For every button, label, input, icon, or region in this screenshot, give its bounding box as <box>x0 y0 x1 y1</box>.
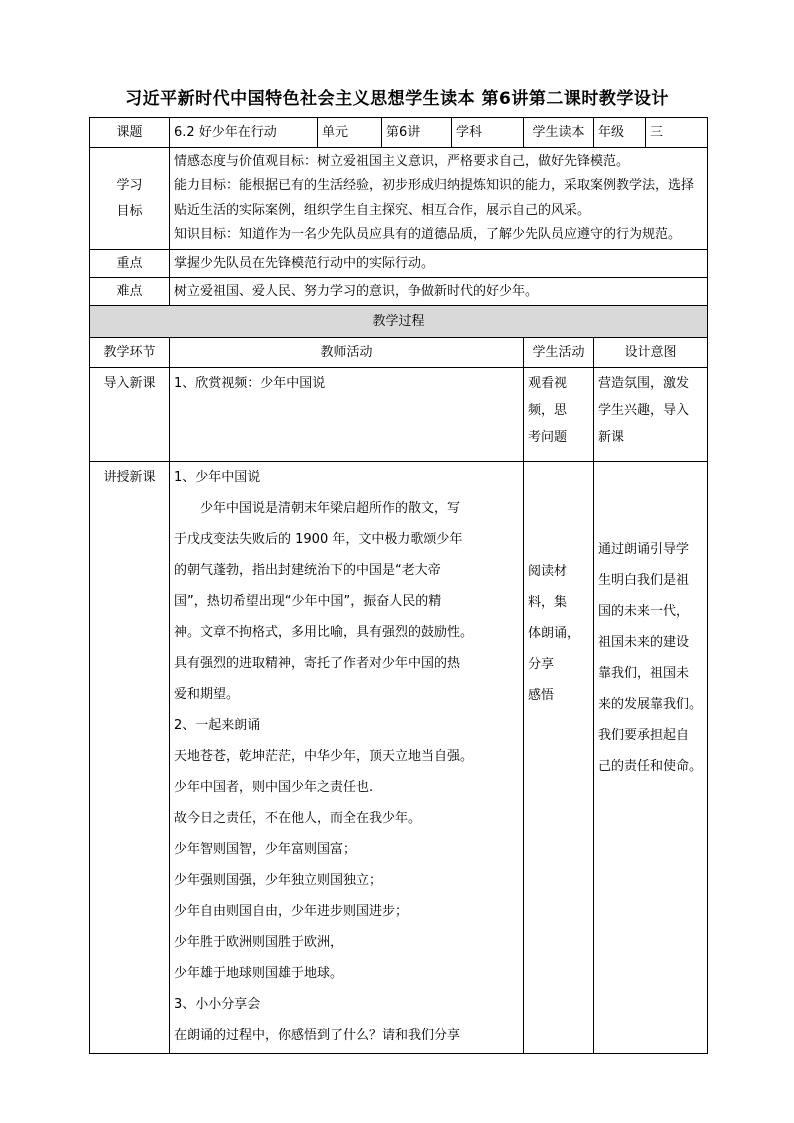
intro-intent-line: 学生兴趣，导入 <box>598 403 690 418</box>
intro-teacher: 1、欣赏视频：少年中国说 <box>170 368 524 462</box>
teach-student <box>524 462 594 1054</box>
teacher-line: 2、一起来朗诵 <box>174 718 261 733</box>
teach-intent-line: 通过朗诵引导学 <box>598 542 690 557</box>
intro-student <box>524 368 594 462</box>
intro-intent <box>594 368 708 462</box>
column-header: 教学环节 <box>90 338 170 368</box>
teach-intent-line: 我们要承担起自 <box>598 728 690 743</box>
column-header: 教师活动 <box>170 338 524 368</box>
teacher-line: 的朝气蓬勃，指出封建统治下的中国是“老大帝 <box>174 563 441 578</box>
teach-student-line: 体朗诵，分享 <box>528 626 581 672</box>
teach-row <box>90 462 708 1054</box>
goals-label-line: 目标 <box>116 203 143 219</box>
teacher-line: 少年强则国强，少年独立则国独立； <box>174 873 383 888</box>
goal-line: 情感态度与价值观目标：树立爱祖国主义意识，严格要求自己，做好先锋模范。 <box>174 153 630 169</box>
intro-student-line: 观看视频，思 <box>528 376 568 418</box>
teach-intent-line: 来的发展靠我们。 <box>598 697 703 712</box>
document-title: 习近平新时代中国特色社会主义思想学生读本 第6讲第二课时教学设计 <box>125 89 669 109</box>
intro-student-line: 考问题 <box>528 430 568 445</box>
teacher-line: 国”，热切希望出现“少年中国”，振奋人民的精 <box>174 594 442 609</box>
unit-value: 第6讲 <box>382 118 452 148</box>
teacher-line: 天地苍苍，乾坤茫茫，中华少年，顶天立地当自强。 <box>174 749 474 764</box>
topic-label: 课题 <box>90 118 170 148</box>
column-header-row <box>90 338 708 368</box>
column-header: 学生活动 <box>524 338 594 368</box>
goals-content <box>170 148 708 250</box>
teacher-line: 于戊戌变法失败后的 1900 年，文中极力歌颂少年 <box>174 532 463 547</box>
intro-stage: 导入新课 <box>90 368 170 462</box>
topic-value: 6.2 好少年在行动 <box>170 118 318 148</box>
subject-label: 学科 <box>452 118 524 148</box>
teach-intent-line: 祖国未来的建设 <box>598 635 690 650</box>
teacher-line: 故今日之责任，不在他人，而全在我少年。 <box>174 811 422 826</box>
intro-intent-line: 新课 <box>598 430 625 445</box>
key-point-row <box>90 250 708 278</box>
column-header: 设计意图 <box>594 338 708 368</box>
subject-value: 学生读本 <box>524 118 594 148</box>
key-point-label: 重点 <box>90 250 170 278</box>
teach-intent-line: 靠我们，祖国未 <box>598 666 690 681</box>
teach-intent <box>594 462 708 1054</box>
teacher-line: 少年胜于欧洲则国胜于欧洲， <box>174 935 344 950</box>
teach-student-line: 感悟 <box>528 688 555 703</box>
teach-stage: 讲授新课 <box>90 462 170 1054</box>
difficulty-row <box>90 278 708 306</box>
teacher-line: 在朗诵的过程中，你感悟到了什么？请和我们分享 <box>174 1028 461 1043</box>
lesson-plan-table <box>89 117 708 1054</box>
teach-student-line: 阅读材料，集 <box>528 564 568 610</box>
goal-line: 贴近生活的实际案例，组织学生自主探究、相互合作，展示自己的风采。 <box>174 202 591 218</box>
teacher-line: 爱和期望。 <box>174 687 240 702</box>
teacher-line: 少年自由则国自由，少年进步则国进步； <box>174 904 409 919</box>
header-row <box>90 118 708 148</box>
teacher-line: 3、小小分享会 <box>174 997 261 1012</box>
teacher-line: 1、少年中国说 <box>174 470 261 485</box>
key-point-value: 掌握少先队员在先锋模范行动中的实际行动。 <box>170 250 708 278</box>
goals-label <box>90 148 170 250</box>
process-header-row <box>90 306 708 338</box>
teacher-line: 少年中国说是清朝末年梁启超所作的散文，写 <box>200 501 461 516</box>
difficulty-value: 树立爱祖国、爱人民、努力学习的意识，争做新时代的好少年。 <box>170 278 708 306</box>
intro-row <box>90 368 708 462</box>
teach-teacher <box>170 462 524 1054</box>
teacher-line: 少年雄于地球则国雄于地球。 <box>174 966 344 981</box>
process-header: 教学过程 <box>90 306 708 338</box>
goals-row <box>90 148 708 250</box>
goal-line: 知识目标：知道作为一名少先队员应具有的道德品质，了解少先队员应遵守的行为规范。 <box>174 227 682 242</box>
difficulty-label: 难点 <box>90 278 170 306</box>
teacher-line: 具有强烈的进取精神，寄托了作者对少年中国的热 <box>174 656 461 671</box>
teacher-line: 少年智则国智，少年富则国富； <box>174 842 357 857</box>
teach-intent-line: 己的责任和使命。 <box>598 759 703 774</box>
teacher-line: 神。文章不拘格式，多用比喻，具有强烈的鼓励性。 <box>174 625 474 640</box>
unit-label: 单元 <box>318 118 382 148</box>
intro-intent-line: 营造氛围，激发 <box>598 376 690 391</box>
goal-line: 能力目标：能根据已有的生活经验，初步形成归纳提炼知识的能力，采取案例教学法，选择 <box>174 178 695 193</box>
teacher-line: 少年中国者，则中国少年之责任也. <box>174 780 374 795</box>
teach-intent-line: 生明白我们是祖 <box>598 573 690 588</box>
grade-label: 年级 <box>594 118 646 148</box>
grade-value: 三 <box>646 118 708 148</box>
goals-label-line: 学习 <box>116 177 143 193</box>
teach-intent-line: 国的未来一代， <box>598 604 690 619</box>
